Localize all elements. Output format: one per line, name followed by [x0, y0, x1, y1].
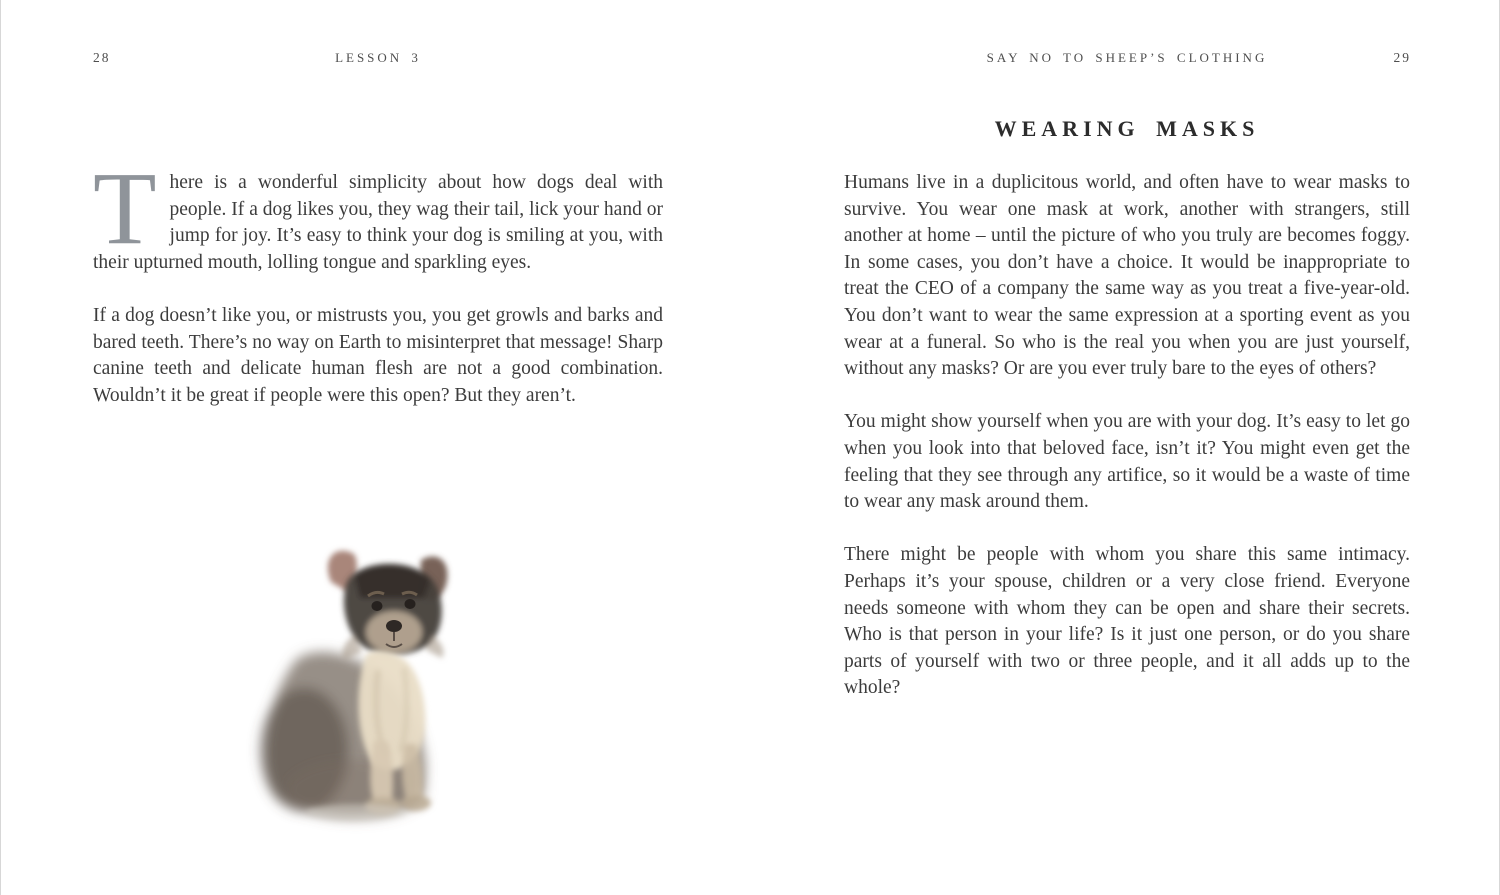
left-page — [1, 0, 751, 895]
drop-cap: T — [93, 151, 157, 266]
left-running-header: LESSON 3 — [335, 50, 421, 65]
section-heading: WEARING MASKS — [994, 116, 1260, 141]
paragraph — [93, 151, 663, 276]
puppy-illustration — [236, 540, 481, 840]
paragraph-text: here is a wonderful simplicity about how dogs deal with people. If a dog likes you, they wag their tail, lick your hand or jump for joy. It’s easy to think your dog is smiling at you, with their upturned mouth, lolling tongue and sparkling eyes. — [93, 172, 663, 273]
paragraph: There might be people with whom you share this same intimacy. Perhaps it’s your spouse, children or a very close friend. Everyone needs someone with whom they can be open and share their secrets. Who is that person in your life? Is it just one person, or do you share parts of yourself with two or three people, and it all adds up to the whole? — [844, 544, 1410, 699]
right-page-number: 29 — [1393, 50, 1411, 65]
left-page-number: 28 — [93, 50, 111, 65]
left-body-text — [93, 151, 663, 409]
right-running-header: SAY NO TO SHEEP’S CLOTHING — [986, 50, 1268, 65]
right-page — [751, 0, 1500, 895]
right-body-text — [844, 170, 1410, 702]
paragraph: You might show yourself when you are with your dog. It’s easy to let go when you look into that beloved face, isn’t it? You might even get the feeling that they see through any artifice, so it would be a waste of time to wear any mask around them. — [844, 411, 1410, 513]
paragraph: If a dog doesn’t like you, or mistrusts you, you get growls and barks and bared teeth. There’s no way on Earth to misinterpret that message! Sharp canine teeth and delicate human flesh are not a good combination. Wouldn’t it be great if people were this open? But they aren’t. — [93, 304, 663, 406]
puppy-watercolor-svg — [236, 540, 481, 840]
paragraph: Humans live in a duplicitous world, and often have to wear masks to survive. You wear one mask at work, another with strangers, still another at home – until the picture of who you truly are becomes foggy. In some cases, you don’t have a choice. It would be inappropriate to treat the CEO of a company the same way as you treat a five-year-old. You don’t want to wear the same expression at a sporting event as you wear at a funeral. So who is the real you when you are just yourself, without any masks? Or are you ever truly bare to the eyes of others? — [844, 172, 1410, 380]
